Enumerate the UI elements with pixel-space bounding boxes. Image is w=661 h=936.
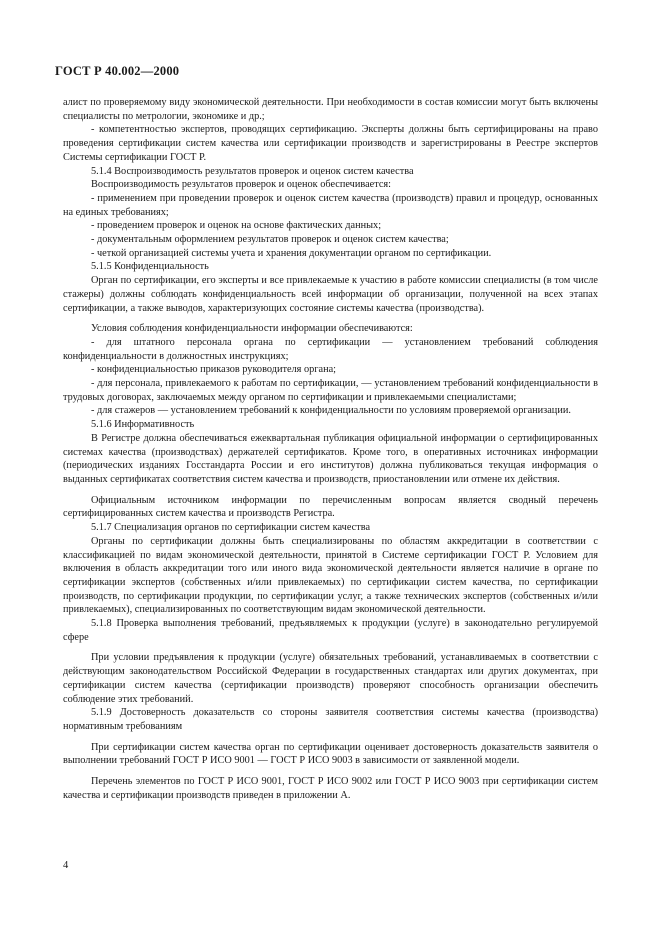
paragraph: - для персонала, привлекаемого к работам по сертификации, — установлением требований конфиденциальности в трудовых договорах, заключаемых между органом по сертификации и привлекаемыми специалистами;: [63, 378, 598, 403]
paragraph: 5.1.6 Информативность: [91, 419, 195, 431]
document-header: ГОСТ Р 40.002—2000: [55, 64, 180, 78]
paragraph: - компетентностью экспертов, проводящих сертификацию. Эксперты должны быть сертифицированы на право проведения сертификации систем качества или сертификации производств и зарегистрированы в Реестре экспертов Системы сертификации ГОСТ Р.: [63, 124, 598, 163]
paragraph: - проведением проверок и оценок на основе фактических данных;: [91, 220, 382, 232]
paragraph: Условия соблюдения конфиденциальности информации обеспечиваются:: [91, 323, 413, 335]
paragraph: - применением при проведении проверок и оценок систем качества (производств) правил и процедур, основанных на единых требованиях;: [63, 192, 598, 218]
paragraph: - документальным оформлением результатов проверок и оценок систем качества;: [91, 234, 449, 246]
paragraph: 5.1.7 Специализация органов по сертификации систем качества: [91, 522, 371, 534]
paragraph: Орган по сертификации, его эксперты и все привлекаемые к участию в работе комиссии специалисты (в том числе стажеры) должны соблюдать конфиденциальность всей информации об организации, полученной на всех этапах сертификации, а также выводов, характеризующих состояние системы качества (производства).: [63, 275, 598, 314]
paragraph: При условии предъявления к продукции (услуге) обязательных требований, устанавливаемых в соответствии с действующим законодательством Российской Федерации в государственных стандартах или других документах, при сертификации систем качества (сертификации производств) проверяют способность организации обеспечить соблюдение этих требований.: [63, 652, 598, 705]
paragraph: Перечень элементов по ГОСТ Р ИСО 9001, ГОСТ Р ИСО 9002 или ГОСТ Р ИСО 9003 при сертификации систем качества и сертификации производств приведен в приложении А.: [63, 776, 598, 801]
paragraph: Официальным источником информации по перечисленным вопросам является сводный перечень сертифицированных систем качества и производств Регистра.: [63, 494, 598, 520]
paragraph: При сертификации систем качества орган по сертификации оценивает достоверность доказательств заявителя о выполнении требований ГОСТ Р ИСО 9001 — ГОСТ Р ИСО 9003 в зависимости от заявленной модели.: [63, 741, 598, 767]
document-body: [63, 96, 598, 802]
paragraph: В Регистре должна обеспечиваться ежеквартальная публикация официальной информации о сертифицированных системах качества (производствах) держателей сертификатов. Кроме того, в оперативных источниках информации (периодических изданиях Госстандарта России и его институтов) должна публиковаться текущая информация о выданных сертификатах соответствия систем качества и производств, приостановлении или отмене их действия.: [63, 432, 598, 485]
paragraph: Органы по сертификации должны быть специализированы по областям аккредитации в соответствии с классификацией по видам экономической деятельности, принятой в Системе сертификации ГОСТ Р. Условием для включения в область аккредитации того или иного вида экономической деятельности является наличие в органе по сертификации экспертов (собственных и/или привлекаемых) по сертификации систем качества, по сертификации производств, по сертификации продукции, по сертификации услуг, а также технических экспертов (собственных и/или привлекаемых), специализированных по соответствующим видам экономической деятельности.: [63, 535, 598, 616]
paragraph: - четкой организацией системы учета и хранения документации органом по сертификации.: [91, 247, 492, 259]
paragraph: 5.1.4 Воспроизводимость результатов проверок и оценок систем качества: [91, 165, 414, 177]
paragraph: Воспроизводимость результатов проверок и оценок обеспечивается:: [91, 179, 392, 191]
paragraph: 5.1.5 Конфиденциальность: [91, 261, 209, 273]
paragraph: 5.1.9 Достоверность доказательств со стороны заявителя соответствия системы качества (производства) нормативным требованиям: [63, 707, 598, 732]
paragraph: - конфиденциальностью приказов руководителя органа;: [91, 364, 337, 376]
paragraph: - для стажеров — установлением требований к конфиденциальности по условиям проверяемой организации.: [91, 405, 571, 417]
paragraph: 5.1.8 Проверка выполнения требований, предъявляемых к продукции (услуге) в законодательно регулируемой сфере: [63, 618, 598, 643]
paragraph: - для штатного персонала органа по сертификации — установлением требований соблюдения конфиденциальности в должностных инструкциях;: [63, 336, 598, 362]
paragraph: алист по проверяемому виду экономической деятельности. При необходимости в состав комиссии могут быть включены специалисты по метрологии, экономике и др.;: [63, 97, 598, 122]
page-number: 4: [63, 860, 69, 871]
